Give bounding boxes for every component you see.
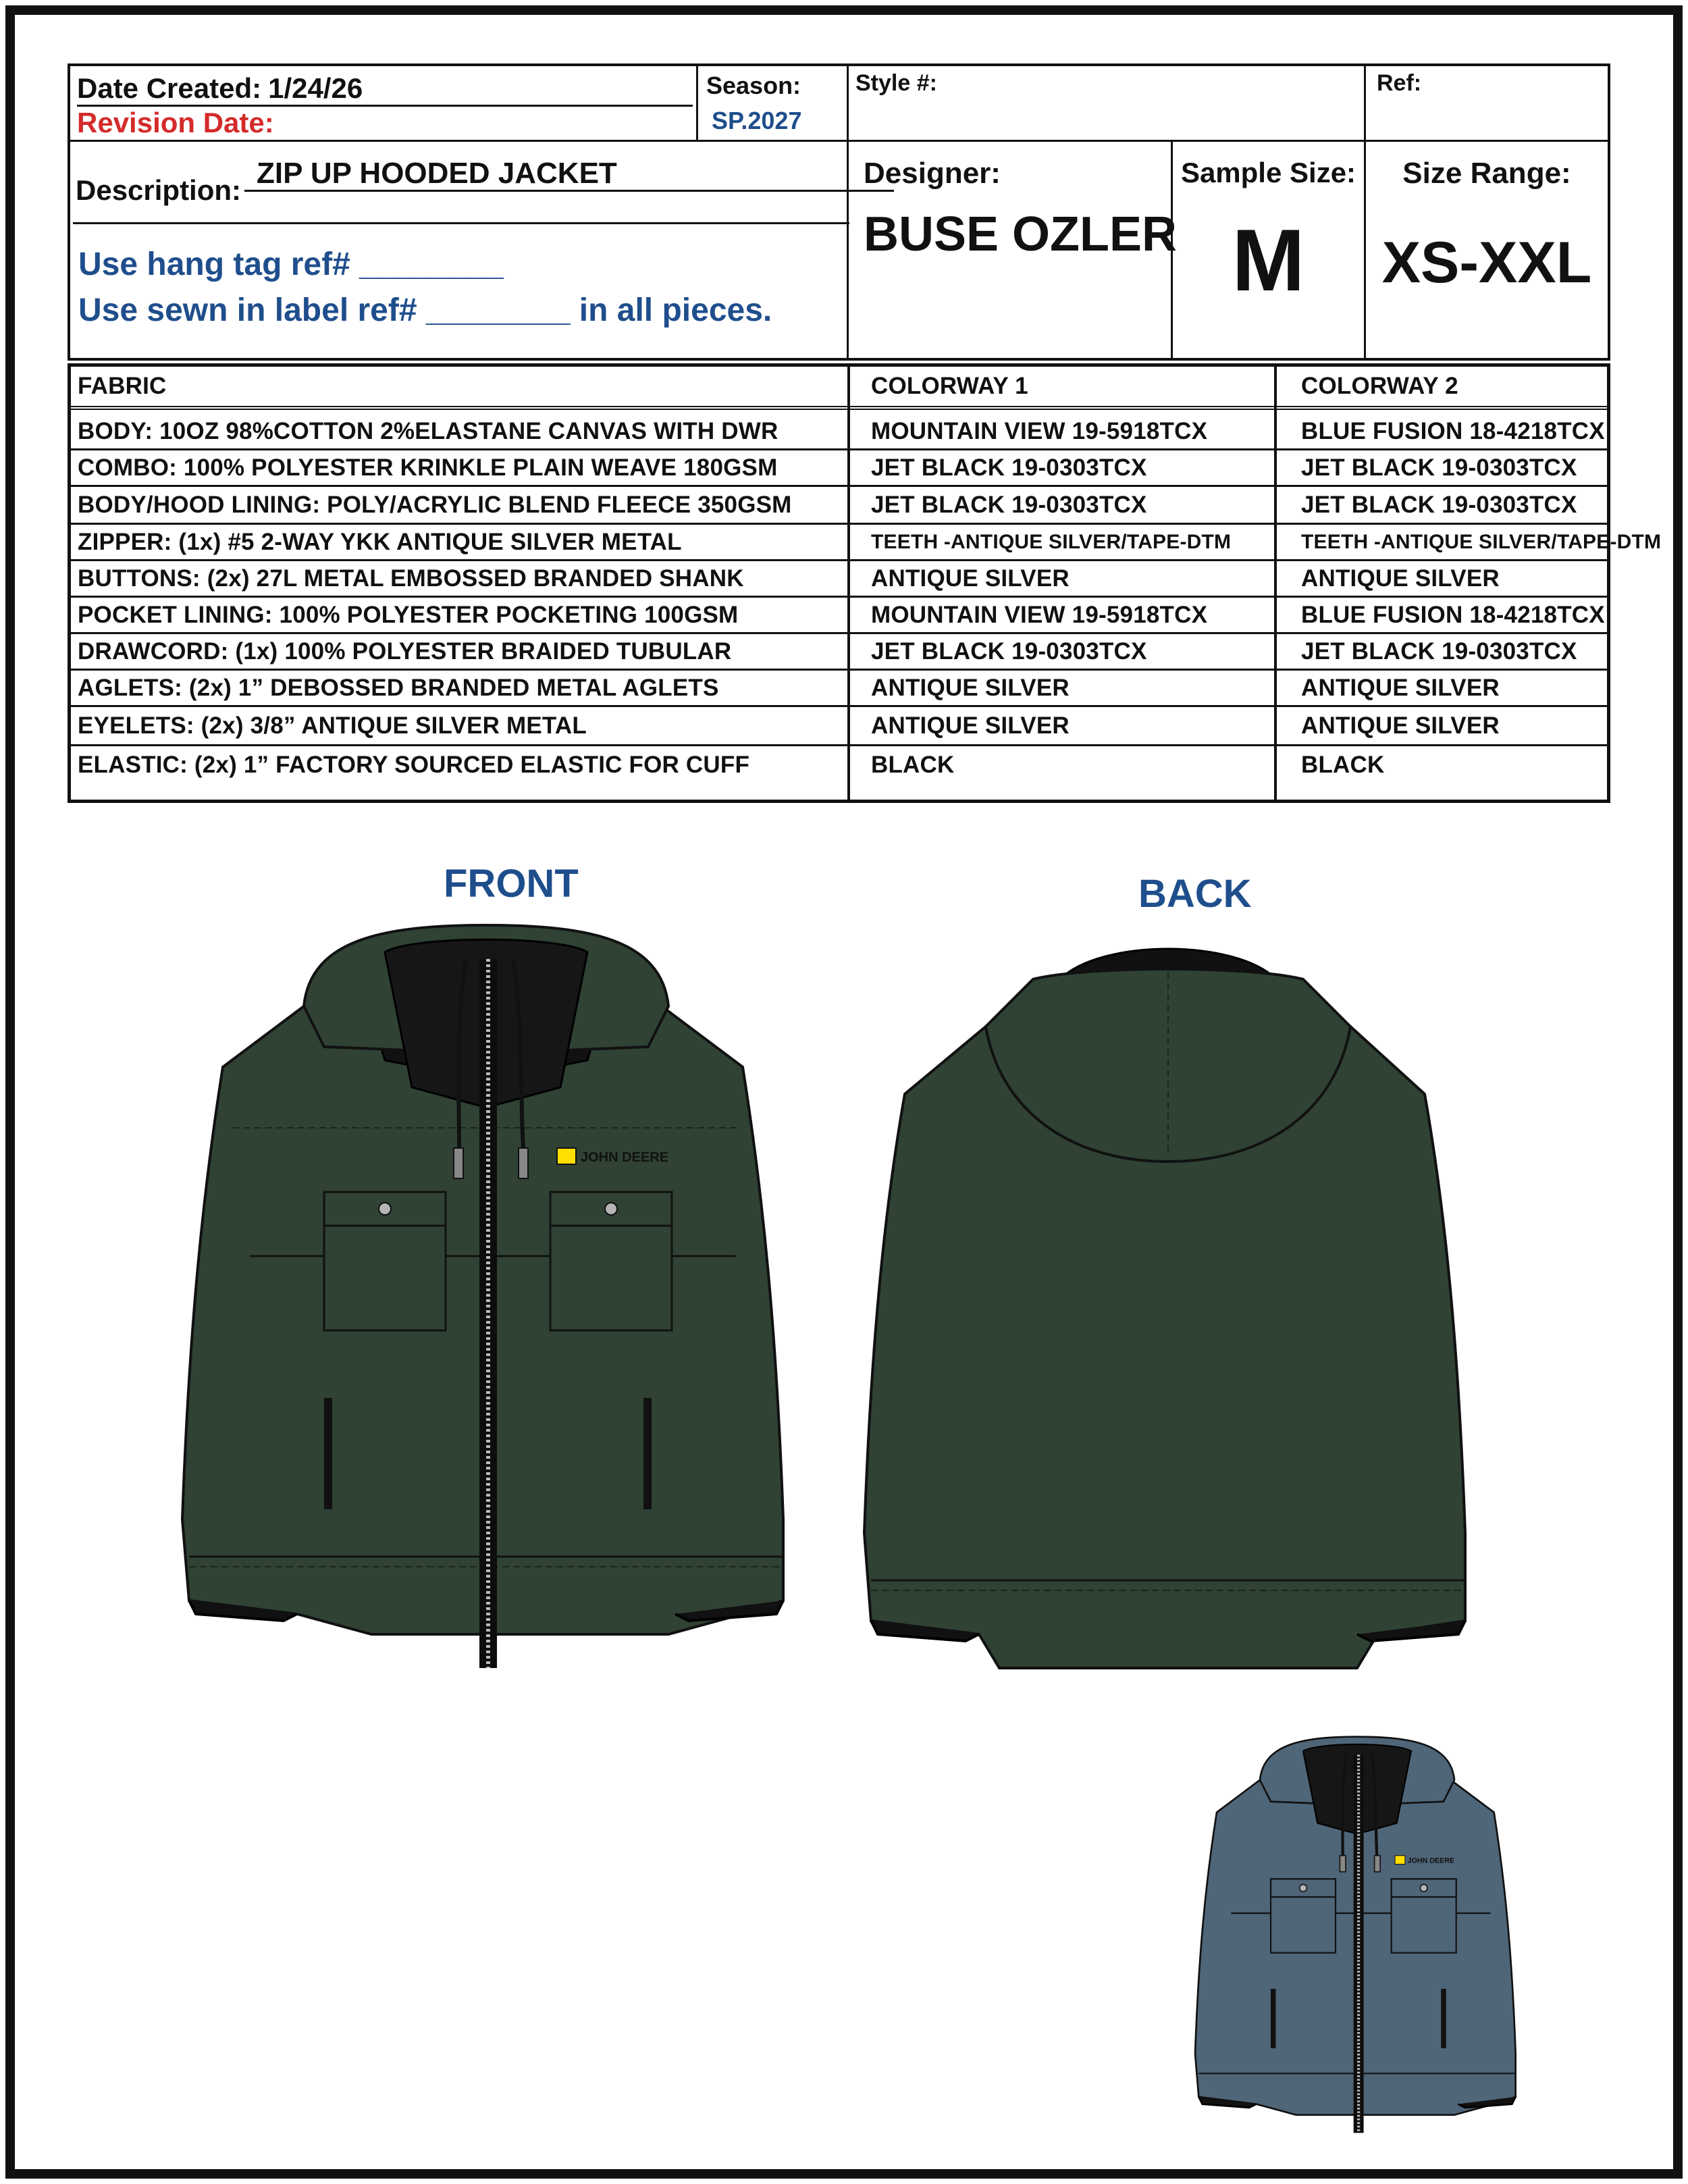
front-jacket-drawing xyxy=(182,925,783,1668)
description-label: Description: xyxy=(76,174,242,206)
colorway1-cell: MOUNTAIN VIEW 19-5918TCX xyxy=(871,417,1208,444)
date-cell xyxy=(70,66,698,142)
season-cell xyxy=(698,66,849,142)
colorway1-cell: BLACK xyxy=(871,752,955,778)
colorway2-cell: BLUE FUSION 18-4218TCX xyxy=(1301,417,1605,444)
season-value: SP.2027 xyxy=(712,107,802,134)
fabric-row xyxy=(71,634,1607,671)
colorway2-cell: JET BLACK 19-0303TCX xyxy=(1301,638,1577,665)
colorway2-cell: BLACK xyxy=(1301,752,1385,778)
designer-value: BUSE OZLER xyxy=(864,207,1178,261)
ref-cell xyxy=(1366,66,1608,142)
style-label: Style #: xyxy=(855,70,937,96)
colorway2-cell: TEETH -ANTIQUE SILVER/TAPE-DTM xyxy=(1301,530,1662,553)
fabric-cell: ELASTIC: (2x) 1” FACTORY SOURCED ELASTIC FOR CUFF xyxy=(78,752,750,778)
fabric-row xyxy=(71,414,1607,450)
fabric-cell: BUTTONS: (2x) 27L METAL EMBOSSED BRANDED SHANK xyxy=(78,565,744,592)
spec-header xyxy=(68,63,1610,361)
fabric-row xyxy=(71,671,1607,707)
fabric-header: FABRIC xyxy=(78,373,167,399)
designer-cell xyxy=(849,142,1178,358)
colorway1-cell: ANTIQUE SILVER xyxy=(871,712,1070,739)
colorway2-cell: BLUE FUSION 18-4218TCX xyxy=(1301,601,1605,628)
colorway2-cell: JET BLACK 19-0303TCX xyxy=(1301,454,1577,481)
back-jacket-sketch xyxy=(864,939,1472,1695)
john-deere-logo xyxy=(1395,1856,1454,1865)
front-jacket-sketch xyxy=(182,925,790,1668)
description-cell xyxy=(70,142,849,358)
colorway2-cell: ANTIQUE SILVER xyxy=(1301,712,1500,739)
fabric-row xyxy=(71,525,1662,561)
sample-size-label: Sample Size: xyxy=(1180,157,1356,188)
colorway2-header: COLORWAY 2 xyxy=(1301,373,1458,399)
colorway1-cell: ANTIQUE SILVER xyxy=(871,674,1070,701)
fabric-cell: DRAWCORD: (1x) 100% POLYESTER BRAIDED TUBULAR xyxy=(78,638,732,665)
hang-tag-note: Use hang tag ref# ________ xyxy=(78,246,504,282)
colorway1-cell: JET BLACK 19-0303TCX xyxy=(871,491,1147,518)
fabric-row xyxy=(71,707,1607,746)
column-divider xyxy=(1274,367,1277,800)
size-range-cell xyxy=(1366,142,1608,358)
date-created-label: Date Created: xyxy=(77,72,262,104)
logo-text: JOHN DEERE xyxy=(1407,1856,1454,1865)
colorway1-cell: TEETH -ANTIQUE SILVER/TAPE-DTM xyxy=(871,530,1232,553)
fabric-row xyxy=(71,487,1607,525)
fabric-cell: COMBO: 100% POLYESTER KRINKLE PLAIN WEAVE 180GSM xyxy=(78,454,778,481)
fabric-table xyxy=(68,363,1662,803)
description-value: ZIP UP HOODED JACKET xyxy=(244,157,894,192)
sample-size-cell xyxy=(1173,142,1366,358)
colorway1-header: COLORWAY 1 xyxy=(871,373,1028,399)
fabric-row xyxy=(71,561,1607,598)
date-created-value: 1/24/26 xyxy=(268,72,363,104)
season-label: Season: xyxy=(706,72,801,99)
fabric-cell: EYELETS: (2x) 3/8” ANTIQUE SILVER METAL xyxy=(78,712,587,739)
colorway1-cell: JET BLACK 19-0303TCX xyxy=(871,638,1147,665)
colorway2-cell: ANTIQUE SILVER xyxy=(1301,674,1500,701)
column-divider xyxy=(847,367,850,800)
fabric-cell: ZIPPER: (1x) #5 2-WAY YKK ANTIQUE SILVER METAL xyxy=(78,528,682,555)
fabric-cell: BODY/HOOD LINING: POLY/ACRYLIC BLEND FLEECE 350GSM xyxy=(78,491,792,518)
colorway2-jacket-drawing xyxy=(1195,1737,1516,2133)
designer-label: Designer: xyxy=(864,157,1001,190)
colorway2-jacket-sketch xyxy=(1195,1712,1519,2158)
logo-text: JOHN DEERE xyxy=(581,1150,669,1165)
colorway1-cell: MOUNTAIN VIEW 19-5918TCX xyxy=(871,601,1208,628)
fabric-cell: POCKET LINING: 100% POLYESTER POCKETING 100GSM xyxy=(78,601,739,628)
style-cell xyxy=(849,66,1366,142)
revision-date-label: Revision Date: xyxy=(77,107,274,138)
colorway1-cell: ANTIQUE SILVER xyxy=(871,565,1070,592)
fabric-row xyxy=(71,598,1607,634)
colorway1-cell: JET BLACK 19-0303TCX xyxy=(871,454,1147,481)
colorway2-cell: ANTIQUE SILVER xyxy=(1301,565,1500,592)
sample-size-value: M xyxy=(1232,211,1305,309)
front-view-label: FRONT xyxy=(444,862,579,906)
fabric-row xyxy=(71,746,1607,784)
size-range-label: Size Range: xyxy=(1402,157,1571,190)
john-deere-logo xyxy=(557,1148,668,1165)
back-jacket-drawing xyxy=(864,949,1465,1668)
fabric-table-header xyxy=(71,367,1607,410)
ref-label: Ref: xyxy=(1377,70,1422,96)
colorway2-cell: JET BLACK 19-0303TCX xyxy=(1301,491,1577,518)
label-note: Use sewn in label ref# ________ in all pieces. xyxy=(78,292,772,328)
back-view-label: BACK xyxy=(1138,872,1252,916)
fabric-cell: BODY: 10OZ 98%COTTON 2%ELASTANE CANVAS WITH DWR xyxy=(78,417,779,444)
fabric-row xyxy=(71,450,1607,487)
fabric-cell: AGLETS: (2x) 1” DEBOSSED BRANDED METAL AGLETS xyxy=(78,674,719,701)
size-range-value: XS-XXL xyxy=(1381,230,1592,295)
